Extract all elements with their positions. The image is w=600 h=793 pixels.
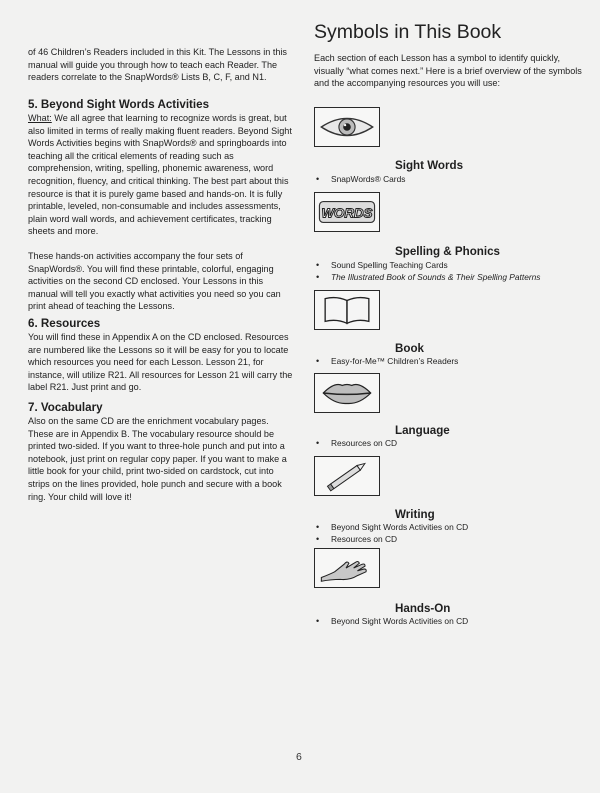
intro-paragraph: of 46 Children’s Readers included in this Kit. The Lessons in this manual will guide you through how to teach each Reader. The readers correlate to the SnapWords® Lists B, C, F, and N1. <box>28 47 287 83</box>
list-item: • Beyond Sight Words Activities on CD <box>314 521 584 533</box>
list-item: • Resources on CD <box>314 437 584 449</box>
list-item: • SnapWords® Cards <box>314 173 584 185</box>
what-label: What: <box>28 113 52 123</box>
page-title: Symbols in This Book <box>314 21 502 43</box>
hand-icon <box>314 548 380 588</box>
section-heading: 6. Resources <box>28 317 101 330</box>
words-logo-icon <box>314 192 380 232</box>
list-item: • Easy-for-Me™ Children’s Readers <box>314 355 584 367</box>
resource-list <box>314 259 584 283</box>
list-item: • The Illustrated Book of Sounds & Their Spelling Patterns <box>314 271 584 283</box>
eye-icon <box>314 107 380 147</box>
resource-list <box>314 355 584 367</box>
resource-list <box>314 437 584 449</box>
section-paragraph <box>28 112 294 238</box>
open-book-icon <box>314 290 380 330</box>
section-paragraph: These hands-on activities accompany the four sets of SnapWords®. You will find these printable, colorful, engaging activities on the second CD enclosed. Your Lessons in this manual will tell you exactly what activities you need so you can print ahead of teaching the Lessons. <box>28 250 281 312</box>
section-resources <box>28 317 294 394</box>
list-item: • Beyond Sight Words Activities on CD <box>314 615 584 627</box>
symbols-intro: Each section of each Lesson has a symbol to identify quickly, visually “what comes next.” Here is a brief overview of the symbols and the accompanying resources you will use: <box>314 53 582 89</box>
resource-list <box>314 615 584 627</box>
section-heading: 7. Vocabulary <box>28 401 103 414</box>
section-beyond-sight-words <box>28 98 294 313</box>
continued-intro <box>28 46 294 84</box>
section-vocabulary <box>28 401 294 503</box>
symbol-title: Writing <box>395 508 435 521</box>
symbol-title: Language <box>395 424 450 437</box>
section-paragraph: Also on the same CD are the enrichment vocabulary pages. These are in Appendix B. The vocabulary resource should be printed two-sided. If you want to three-hole punch and put into a notebook, just print on regular copy paper. If you want to make a little book for your child, print two-sided on cardstock, cut into strips on the lines provided, hole punch and secure with a book ring. Your child will love it! <box>28 416 287 502</box>
lips-icon <box>314 373 380 413</box>
resource-list <box>314 173 584 185</box>
section-paragraph: You will find these in Appendix A on the CD enclosed. Resources are numbered like the Lessons so it will be easy for you to locate which resources you need for each Lesson. Lesson 21, for instance, will utilize R21. All resources for Lesson 21 will carry the label R21. Just print and go. <box>28 332 293 393</box>
words-logo-text: WORDS <box>321 205 373 221</box>
resource-list <box>314 521 584 545</box>
symbol-title: Spelling & Phonics <box>395 245 501 258</box>
pencil-icon <box>314 456 380 496</box>
symbol-title: Book <box>395 342 424 355</box>
list-item: • Sound Spelling Teaching Cards <box>314 259 584 271</box>
section-heading: 5. Beyond Sight Words Activities <box>28 98 210 111</box>
symbol-title: Sight Words <box>395 159 464 172</box>
paragraph-text: We all agree that learning to recognize words is great, but also limited in terms of really making fluent readers. Beyond Sight Words Activities begins with SnapWords® and springboards into teaching all the critical elements of reading such as comprehension, writing, spelling, phonemic awareness, word recognition, fluency, and critical thinking. The best part about this resource is that it is purely game based and hands-on. It is fully printable, leveled, non-consumable and includes assessments, plain word wall words, and achievement certificates, tracking sheets and more. <box>28 113 292 237</box>
symbol-title: Hands-On <box>395 602 451 615</box>
list-item: • Resources on CD <box>314 533 584 545</box>
page-number: 6 <box>296 751 302 763</box>
